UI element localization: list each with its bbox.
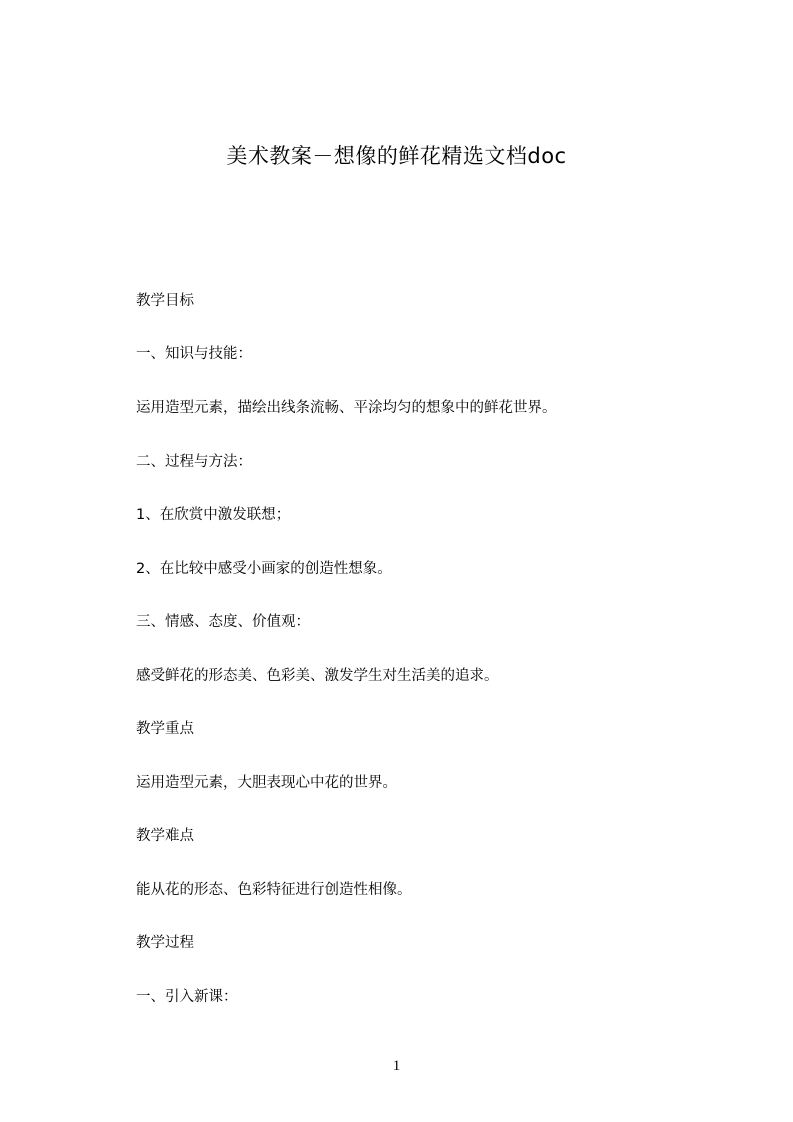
heading-process-methods: 二、过程与方法： — [136, 454, 252, 470]
heading-introduce-new-lesson: 一、引入新课： — [136, 989, 238, 1005]
list-item-1: 1、在欣赏中激发联想； — [136, 507, 291, 523]
list-item-2: 2、在比较中感受小画家的创造性想象。 — [136, 561, 392, 577]
heading-teaching-objectives: 教学目标 — [136, 293, 194, 309]
heading-teaching-process: 教学过程 — [136, 935, 194, 951]
heading-teaching-difficulty: 教学难点 — [136, 828, 194, 844]
paragraph-emotion-attitude-values: 感受鲜花的形态美、色彩美、激发学生对生活美的追求。 — [136, 668, 499, 684]
document-title: 美术教案－想像的鲜花精选文档doc — [226, 144, 567, 168]
heading-emotion-attitude-values: 三、情感、态度、价值观： — [136, 614, 310, 630]
paragraph-teaching-focus: 运用造型元素，大胆表现心中花的世界。 — [136, 775, 397, 791]
heading-teaching-focus: 教学重点 — [136, 721, 194, 737]
page-number: 1 — [392, 1058, 401, 1074]
paragraph-knowledge-skills: 运用造型元素，描绘出线条流畅、平涂均匀的想象中的鲜花世界。 — [136, 400, 557, 416]
paragraph-teaching-difficulty: 能从花的形态、色彩特征进行创造性相像。 — [136, 882, 412, 898]
heading-knowledge-skills: 一、知识与技能： — [136, 346, 252, 362]
